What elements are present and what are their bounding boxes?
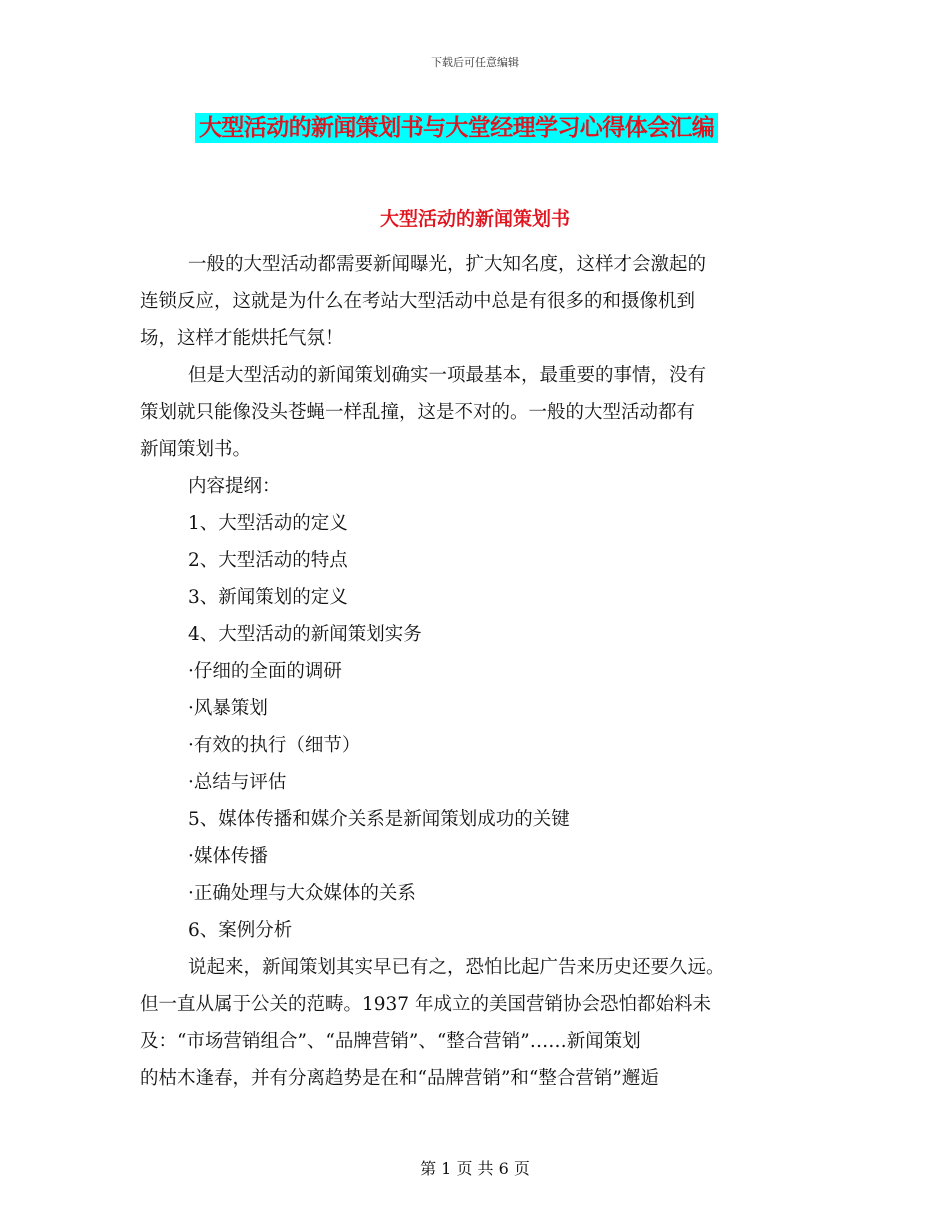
paragraph-line: 连锁反应，这就是为什么在考站大型活动中总是有很多的和摄像机到 <box>140 291 696 312</box>
paragraph-line: 策划就只能像没头苍蝇一样乱撞，这是不对的。一般的大型活动都有 <box>140 402 696 423</box>
outline-subitem: ·总结与评估 <box>188 772 287 793</box>
outline-subitem: ·仔细的全面的调研 <box>188 661 342 682</box>
outline-item: 6、案例分析 <box>188 920 293 941</box>
header-note: 下载后可任意编辑 <box>431 56 519 69</box>
paragraph-line: 但是大型活动的新闻策划确实一项最基本，最重要的事情，没有 <box>188 365 707 386</box>
outline-subitem: ·风暴策划 <box>188 698 268 719</box>
paragraph-line: 场，这样才能烘托气氛！ <box>140 328 344 349</box>
body-text <box>140 246 810 1097</box>
paragraph-line: 新闻策划书。 <box>140 439 252 460</box>
section-title: 大型活动的新闻策划书 <box>379 208 570 230</box>
paragraph-line: 的枯木逢春，并有分离趋势是在和“品牌营销”和“整合营销”邂逅 <box>140 1068 659 1089</box>
page-footer: 第 1 页 共 6 页 <box>420 1159 530 1178</box>
outline-heading: 内容提纲： <box>188 476 281 497</box>
outline-item: 4、大型活动的新闻策划实务 <box>188 624 422 645</box>
paragraph-line: 及：“市场营销组合”、“品牌营销”、“整合营销”……新闻策划 <box>140 1031 641 1052</box>
outline-subitem: ·媒体传播 <box>188 846 268 867</box>
outline-item: 1、大型活动的定义 <box>188 513 348 534</box>
paragraph-line: 一般的大型活动都需要新闻曝光，扩大知名度，这样才会激起的 <box>188 254 707 275</box>
outline-subitem: ·正确处理与大众媒体的关系 <box>188 883 416 904</box>
document-title: 大型活动的新闻策划书与大堂经理学习心得体会汇编 <box>195 113 718 143</box>
outline-subitem: ·有效的执行（细节） <box>188 735 361 756</box>
paragraph-line: 说起来，新闻策划其实早已有之，恐怕比起广告来历史还要久远。 <box>188 957 725 978</box>
outline-item: 2、大型活动的特点 <box>188 550 348 571</box>
outline-item: 5、媒体传播和媒介关系是新闻策划成功的关键 <box>188 809 570 830</box>
outline-item: 3、新闻策划的定义 <box>188 587 348 608</box>
paragraph-line: 但一直从属于公关的范畴。1937 年成立的美国营销协会恐怕都始料未 <box>140 994 711 1015</box>
